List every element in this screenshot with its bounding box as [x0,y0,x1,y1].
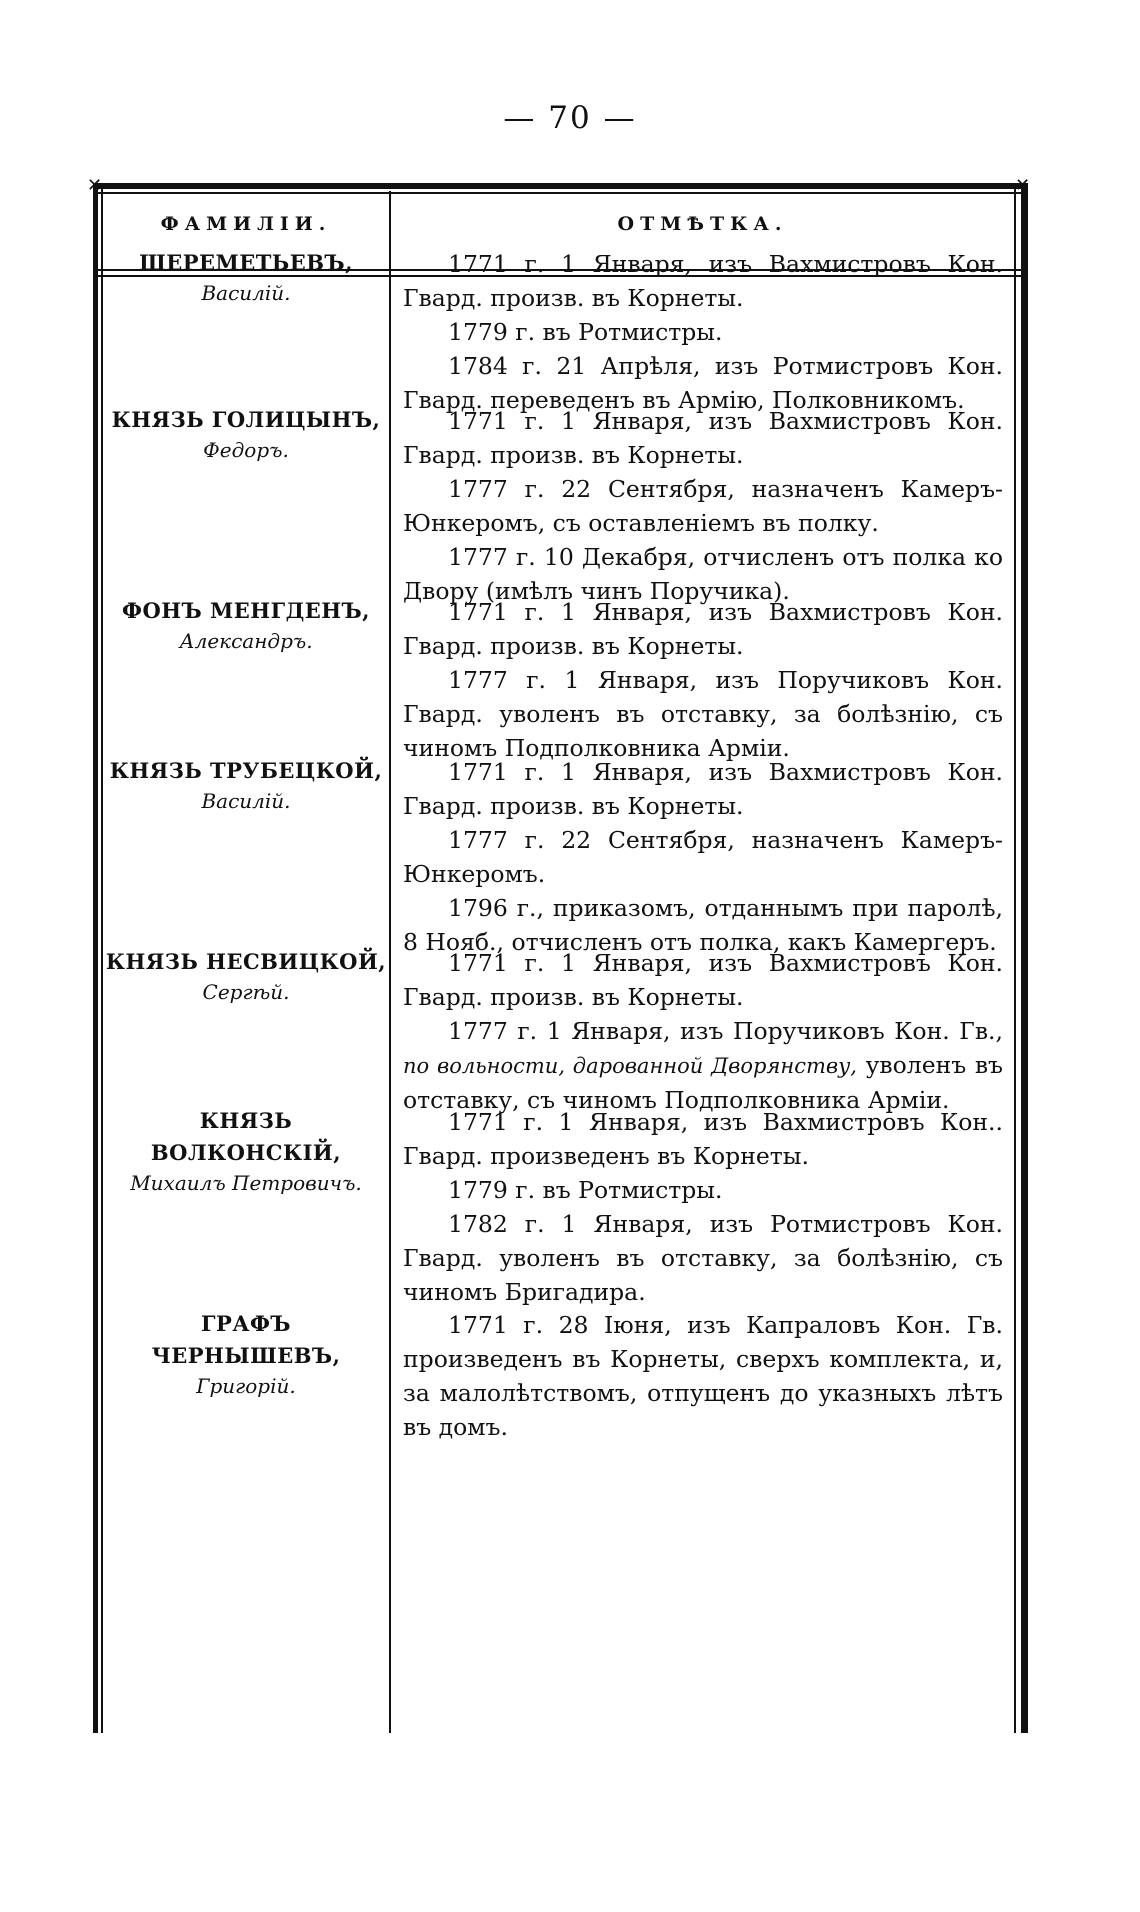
surname: ШЕРЕМЕТЬЕВЪ, [139,250,353,275]
name-cell [103,1105,389,1197]
surname: КНЯЗЬ ВОЛКОНСКІЙ, [150,1108,342,1165]
name-cell [103,755,389,815]
corner-ornament-right: ✕ [1015,175,1031,196]
note: 1777 г. 10 Декабря, отчисленъ отъ полка ко Двору (имѣлъ чинъ Поручика). [403,543,1003,605]
name-cell [103,1308,389,1400]
notes-cell [403,755,1003,959]
given-name: Григорій. [196,1374,296,1398]
surname: КНЯЗЬ ТРУБЕЦКОЙ, [109,758,383,783]
note: 1779 г. въ Ротмистры. [448,318,723,346]
note: 1784 г. 21 Апрѣля, изъ Ротмистровъ Кон. Гвард. переведенъ въ Армію, Полковникомъ. [403,352,1003,414]
note: 1777 г. 1 Января, изъ Поручиковъ Кон. Гвард. уволенъ въ отставку, за болѣзнію, съ чиномъ Подполковника Арміи. [403,666,1003,762]
note: 1782 г. 1 Января, изъ Ротмистровъ Кон. Гвард. уволенъ въ отставку, за болѣзнію, съ чиномъ Бригадира. [403,1210,1003,1306]
page-number: — 70 — [503,100,637,136]
notes-cell [403,1105,1003,1309]
note: 1777 г. 22 Сентября, назначенъ Камеръ-Юнкеромъ, съ оставленіемъ въ полку. [403,475,1003,537]
table-right-border-thin [1014,183,1016,1733]
notes-cell [403,595,1003,765]
surname: КНЯЗЬ НЕСВИЦКОЙ, [105,949,387,974]
note: 1771 г. 1 Января, изъ Вахмистровъ Кон. Гвард. произв. въ Корнеты. [403,949,1003,1011]
note-text: уволенъ въ отставку, съ чиномъ Подполковника Арміи. [403,1051,1004,1114]
given-name: Василій. [201,281,291,305]
name-cell [103,247,389,307]
name-cell [103,946,389,1006]
register-table [87,175,1031,1733]
name-cell [103,595,389,655]
given-name: Александръ. [179,629,313,653]
note: 1771 г. 1 Января, изъ Вахмистровъ Кон. Гвард. произв. въ Корнеты. [403,250,1003,312]
note: 1777 г. 22 Сентября, назначенъ Камеръ-Юнкеромъ. [403,826,1003,888]
note: 1771 г. 1 Января, изъ Вахмистровъ Кон. Гвард. произв. въ Корнеты. [403,758,1003,820]
note [403,1014,1003,1117]
column-divider [389,191,391,1733]
given-name: Сергѣй. [202,980,290,1004]
notes-cell [403,1308,1003,1444]
notes-cell [403,247,1003,417]
given-name: Василій. [201,789,291,813]
header-notes: ОТМѢТКА. [617,213,788,235]
notes-cell [403,404,1003,608]
notes-cell [403,946,1003,1117]
table-top-rule-thin [93,192,1028,194]
note: 1771 г. 1 Января, изъ Вахмистровъ Кон. Гвард. произв. въ Корнеты. [403,407,1003,469]
given-name: Михаилъ Петровичъ. [130,1171,362,1195]
note: 1771 г. 1 Января, изъ Вахмистровъ Кон. Гвард. произв. въ Корнеты. [403,598,1003,660]
surname: КНЯЗЬ ГОЛИЦЫНЪ, [111,407,381,432]
note: 1796 г., приказомъ, отданнымъ при паролѣ, 8 Нояб., отчисленъ отъ полка, какъ Камергеръ. [403,894,1003,956]
note: 1771 г. 28 Іюня, изъ Капраловъ Кон. Гв. произведенъ въ Корнеты, сверхъ комплекта, и, за малолѣтствомъ, отпущенъ до указныхъ лѣтъ въ домъ. [403,1311,1003,1441]
corner-ornament-left: ✕ [87,175,103,196]
table-right-border [1021,183,1028,1733]
table-left-border [93,183,98,1733]
note: 1779 г. въ Ротмистры. [448,1176,723,1204]
note-text: 1777 г. 1 Января, изъ Поручиковъ Кон. Гв., [448,1017,1003,1045]
name-cell [103,404,389,464]
surname: ГРАФЪ ЧЕРНЫШЕВЪ, [151,1311,341,1368]
given-name: Федоръ. [203,438,289,462]
header-names: ФАМИЛІИ. [160,213,332,235]
note-italic-text: по вольности, дарованной Дворянству, [403,1054,857,1078]
table-top-rule [93,183,1028,189]
note: 1771 г. 1 Января, изъ Вахмистровъ Кон.. Гвард. произведенъ въ Корнеты. [403,1108,1003,1170]
surname: ФОНЪ МЕНГДЕНЪ, [122,598,370,623]
